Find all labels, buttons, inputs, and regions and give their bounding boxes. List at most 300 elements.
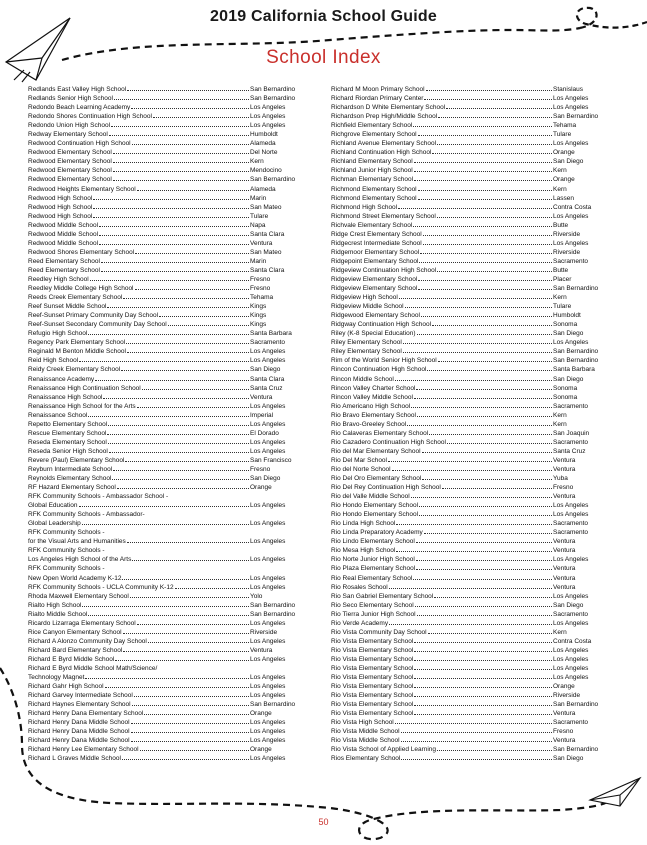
county-name: Sacramento xyxy=(553,257,589,265)
dot-leader xyxy=(411,407,552,408)
county-name: San Bernardino xyxy=(250,701,296,709)
dot-leader xyxy=(109,452,249,453)
school-name: Rio del Norte School xyxy=(331,465,391,473)
dot-leader xyxy=(137,407,249,408)
dot-leader xyxy=(418,135,552,136)
county-name: Kings xyxy=(250,321,267,329)
county-name: Santa Clara xyxy=(250,375,285,383)
index-entry xyxy=(28,655,302,664)
county-name: Stanislaus xyxy=(553,86,583,93)
index-entry xyxy=(331,293,605,302)
dot-leader xyxy=(416,569,552,570)
dot-leader xyxy=(414,180,552,181)
school-name: Rio Vista School of Applied Learning xyxy=(331,746,437,754)
index-entry xyxy=(331,745,605,754)
county-name: Tulare xyxy=(553,131,572,139)
index-entry xyxy=(28,230,302,239)
index-entry xyxy=(331,338,605,347)
county-name: San Francisco xyxy=(250,456,292,464)
county-name: Los Angeles xyxy=(553,674,589,682)
county-name: Los Angeles xyxy=(553,556,589,564)
dot-leader xyxy=(99,235,249,236)
dot-leader xyxy=(109,135,249,136)
dot-leader xyxy=(105,687,249,688)
county-name: Marin xyxy=(250,194,267,202)
index-entry xyxy=(28,610,302,619)
dot-leader xyxy=(437,750,552,751)
school-name: Renaissance School xyxy=(28,411,88,419)
index-entry xyxy=(28,474,302,483)
school-name: Riley (K-8 Special Education) xyxy=(331,330,416,338)
index-entry xyxy=(331,384,605,393)
school-name: Richard Gahr High School xyxy=(28,683,104,691)
index-entry xyxy=(28,718,302,727)
school-name: Redondo Shores Continuation High School xyxy=(28,113,152,121)
dot-leader xyxy=(127,90,249,91)
county-name: Mendocino xyxy=(250,167,282,175)
school-name: Los Angeles High School of the Arts xyxy=(28,556,132,564)
dot-leader xyxy=(396,524,552,525)
county-name: Los Angeles xyxy=(250,556,286,564)
school-name: Rio Bravo-Greeley School xyxy=(331,420,407,428)
index-entry xyxy=(331,94,605,103)
county-name: Ventura xyxy=(553,737,576,745)
school-name: Global Leadership xyxy=(28,520,81,528)
dot-leader xyxy=(420,253,552,254)
index-entry xyxy=(331,519,605,528)
school-name: RFK Community Schools - UCLA Community K-12 xyxy=(28,583,174,591)
dot-leader xyxy=(438,117,552,118)
school-name: Richland Continuation High School xyxy=(331,149,432,157)
dot-leader xyxy=(88,615,249,616)
index-entry xyxy=(331,221,605,230)
dot-leader xyxy=(79,361,249,362)
school-name: Riley Elementary School xyxy=(331,339,402,347)
index-entry xyxy=(331,347,605,356)
school-name: Repetto Elementary School xyxy=(28,420,108,428)
school-name: Reedley High School xyxy=(28,275,89,283)
county-name: San Bernardino xyxy=(553,701,599,709)
school-name: Redwood High School xyxy=(28,194,93,202)
school-name: Richman Elementary School xyxy=(331,176,414,184)
county-name: Kern xyxy=(553,167,567,175)
school-name: Rio Vista Elementary School xyxy=(331,701,414,709)
dot-leader xyxy=(392,470,552,471)
school-name: Riley Elementary School xyxy=(331,348,402,356)
dot-leader xyxy=(419,515,552,516)
dot-leader xyxy=(414,398,552,399)
index-entry xyxy=(331,646,605,655)
dot-leader xyxy=(115,660,249,661)
index-entry xyxy=(28,94,302,103)
index-entry xyxy=(331,601,605,610)
dot-leader xyxy=(134,696,249,697)
dot-leader xyxy=(93,199,249,200)
index-entry xyxy=(331,691,605,700)
school-name: Ridgway Continuation High School xyxy=(331,321,432,329)
dot-leader xyxy=(93,208,249,209)
county-name: Los Angeles xyxy=(250,538,286,546)
index-entry xyxy=(331,583,605,592)
index-entry xyxy=(28,745,302,754)
school-name: Reyburn Intermediate School xyxy=(28,465,113,473)
index-entry xyxy=(331,564,605,573)
school-name: Redwood Continuation High School xyxy=(28,140,131,148)
county-name: San Joaquin xyxy=(553,429,590,437)
school-name: Rio Hondo Elementary School xyxy=(331,511,419,519)
dot-leader xyxy=(401,741,552,742)
dot-leader xyxy=(416,389,552,390)
index-entry xyxy=(28,583,302,592)
school-name: Redlands East Valley High School xyxy=(28,86,127,93)
school-name: Renaissance High Continuation School xyxy=(28,384,141,392)
dot-leader xyxy=(419,262,552,263)
dot-leader xyxy=(113,171,249,172)
dot-leader xyxy=(401,732,552,733)
index-entry xyxy=(28,293,302,302)
school-name: Rio Linda Preparatory Academy xyxy=(331,529,423,537)
dot-leader xyxy=(418,199,552,200)
county-name: San Diego xyxy=(553,601,584,609)
school-name: Richard Bard Elementary School xyxy=(28,646,123,654)
dot-leader xyxy=(389,588,552,589)
county-name: Orange xyxy=(553,176,575,184)
dot-leader xyxy=(418,289,552,290)
dot-leader xyxy=(417,334,552,335)
index-entry xyxy=(331,148,605,157)
index-entry xyxy=(28,103,302,112)
dot-leader xyxy=(424,99,552,100)
dot-leader xyxy=(403,352,552,353)
index-entry xyxy=(28,402,302,411)
county-name: San Mateo xyxy=(250,203,282,211)
school-name: Rio San Gabriel Elementary School xyxy=(331,592,434,600)
dot-leader xyxy=(85,678,249,679)
dot-leader xyxy=(103,398,249,399)
county-name: Los Angeles xyxy=(553,511,589,519)
county-name: Los Angeles xyxy=(250,728,286,736)
index-entry xyxy=(28,112,302,121)
school-name: Ridge Crest Elementary School xyxy=(331,230,422,238)
index-entry xyxy=(28,483,302,492)
dot-leader xyxy=(79,506,249,507)
index-entry xyxy=(28,221,302,230)
county-name: San Diego xyxy=(553,755,584,763)
index-entry xyxy=(331,501,605,510)
dot-leader xyxy=(413,226,552,227)
school-name: Redwood Heights Elementary School xyxy=(28,185,136,193)
index-entry xyxy=(28,302,302,311)
index-entry xyxy=(331,411,605,420)
dot-leader xyxy=(414,696,552,697)
county-name: Yolo xyxy=(250,592,263,600)
index-entry xyxy=(28,501,302,510)
dot-leader xyxy=(437,144,552,145)
index-entry xyxy=(331,718,605,727)
school-name: Rio del Mar Elementary School xyxy=(331,447,421,455)
school-name: Redondo Union High School xyxy=(28,122,111,130)
school-name: Rio Vista High School xyxy=(331,719,394,727)
county-name: Ventura xyxy=(553,547,576,555)
school-name: Rincon Valley Middle School xyxy=(331,393,413,401)
county-name: Orange xyxy=(553,149,575,157)
index-entry xyxy=(28,555,302,564)
dot-leader xyxy=(422,452,552,453)
school-name: Reginald M Benton Middle School xyxy=(28,348,126,356)
county-name: Los Angeles xyxy=(553,592,589,600)
dot-leader xyxy=(429,434,552,435)
school-name: Redwood Middle School xyxy=(28,221,99,229)
school-name: Rescue Elementary School xyxy=(28,429,107,437)
dot-leader xyxy=(414,660,552,661)
school-name: Rice Canyon Elementary School xyxy=(28,628,122,636)
index-entry xyxy=(28,574,302,583)
dot-leader xyxy=(130,597,249,598)
school-name: Rio Lindo Elementary School xyxy=(331,538,415,546)
index-entry xyxy=(331,438,605,447)
index-entry xyxy=(331,510,605,519)
index-entry xyxy=(331,736,605,745)
dot-leader xyxy=(417,416,552,417)
county-name: San Bernardino xyxy=(553,746,599,754)
index-entry xyxy=(28,139,302,148)
index-entry xyxy=(331,673,605,682)
index-entry xyxy=(28,492,302,501)
county-name: Los Angeles xyxy=(250,719,286,727)
county-name: San Bernardino xyxy=(250,176,296,184)
index-entry xyxy=(331,112,605,121)
county-name: Butte xyxy=(553,221,569,229)
county-name: Riverside xyxy=(250,628,278,636)
dot-leader xyxy=(428,633,552,634)
county-name: Fresno xyxy=(250,275,271,283)
dot-leader xyxy=(418,280,552,281)
index-entry xyxy=(28,619,302,628)
county-name: Santa Cruz xyxy=(250,384,283,392)
dot-leader xyxy=(413,579,552,580)
dot-leader xyxy=(111,126,249,127)
index-entry xyxy=(331,420,605,429)
index-entry xyxy=(28,709,302,718)
index-entry xyxy=(28,673,302,682)
school-name: Redwood Elementary School xyxy=(28,158,112,166)
school-name: Rio Mesa High School xyxy=(331,547,396,555)
index-entry xyxy=(28,664,302,673)
county-name: Fresno xyxy=(250,285,271,293)
county-name: Los Angeles xyxy=(250,122,286,130)
index-entry xyxy=(331,375,605,384)
dot-leader xyxy=(414,171,552,172)
county-name: Santa Clara xyxy=(250,230,285,238)
index-entry xyxy=(331,393,605,402)
index-entry xyxy=(28,411,302,420)
school-name: Richland Avenue Elementary School xyxy=(331,140,437,148)
school-name: Rio Vista Community Day School xyxy=(331,628,427,636)
school-name: Richard Henry Dana Middle School xyxy=(28,719,130,727)
index-entry xyxy=(331,194,605,203)
county-name: Butte xyxy=(553,266,569,274)
school-name: RFK Community Schools - Ambassador School - xyxy=(28,493,169,501)
county-name: Sonoma xyxy=(553,321,578,329)
index-entry xyxy=(28,727,302,736)
dot-leader xyxy=(137,624,249,625)
county-name: Sonoma xyxy=(553,393,578,401)
school-name: Rio Norte Junior High School xyxy=(331,556,415,564)
index-entry xyxy=(331,546,605,555)
index-entry xyxy=(28,393,302,402)
county-name: Riverside xyxy=(553,692,581,700)
index-entry xyxy=(28,754,302,763)
school-name: Reedley Middle College High School xyxy=(28,285,134,293)
index-entry xyxy=(331,284,605,293)
index-entry xyxy=(28,637,302,646)
dot-leader xyxy=(403,343,552,344)
school-name: Rincon Continuation High School xyxy=(331,366,427,374)
dot-leader xyxy=(414,651,552,652)
county-name: Ventura xyxy=(250,646,273,654)
index-entry xyxy=(331,700,605,709)
county-name: Los Angeles xyxy=(250,583,286,591)
index-entry xyxy=(331,320,605,329)
school-name: Richard Henry Dana Middle School xyxy=(28,728,130,736)
school-name: Rio Vista Elementary School xyxy=(331,710,414,718)
paper-plane-bottom-icon xyxy=(590,778,640,806)
section-title: School Index xyxy=(266,47,381,68)
school-name: Reseda Senior High School xyxy=(28,447,108,455)
index-entry xyxy=(331,682,605,691)
dot-leader xyxy=(88,334,249,335)
index-entry xyxy=(331,537,605,546)
school-name: Redondo Beach Learning Academy xyxy=(28,104,131,112)
index-entry xyxy=(331,356,605,365)
school-name: Rio Seco Elementary School xyxy=(331,601,414,609)
dot-leader xyxy=(131,741,249,742)
school-name: Richland Junior High School xyxy=(331,167,413,175)
county-name: San Diego xyxy=(553,158,584,166)
dot-leader xyxy=(423,235,552,236)
index-entry xyxy=(28,465,302,474)
index-entry xyxy=(331,166,605,175)
dot-leader xyxy=(122,579,249,580)
county-name: Kern xyxy=(553,411,567,419)
school-name: Rialto Middle School xyxy=(28,610,88,618)
index-entry xyxy=(331,628,605,637)
school-name: Redwood Elementary School xyxy=(28,149,112,157)
school-name: Redwood Middle School xyxy=(28,239,99,247)
index-entry xyxy=(331,474,605,483)
dot-leader xyxy=(415,606,552,607)
county-name: Kern xyxy=(553,420,567,428)
index-entry xyxy=(28,284,302,293)
dot-leader xyxy=(140,750,249,751)
dot-leader xyxy=(414,678,552,679)
dot-leader xyxy=(416,542,552,543)
county-name: Los Angeles xyxy=(250,655,286,663)
county-name: Los Angeles xyxy=(250,755,286,763)
index-entry xyxy=(28,185,302,194)
school-name: RFK Community Schools - Ambassador- xyxy=(28,511,145,519)
dot-leader xyxy=(148,642,249,643)
school-name: Richgrove Elementary School xyxy=(331,131,417,139)
school-name: Rio Vista Elementary School xyxy=(331,674,414,682)
school-name: Rincon Middle School xyxy=(331,375,394,383)
county-name: Riverside xyxy=(553,248,581,256)
index-entry xyxy=(28,601,302,610)
dot-leader xyxy=(414,687,552,688)
county-name: Del Norte xyxy=(250,149,278,157)
county-name: Alameda xyxy=(250,185,276,193)
left-index-column xyxy=(28,85,302,764)
county-name: Los Angeles xyxy=(250,113,286,121)
dot-leader xyxy=(112,479,249,480)
county-name: Ventura xyxy=(553,538,576,546)
county-name: San Mateo xyxy=(250,248,282,256)
school-name: Reeds Creek Elementary School xyxy=(28,294,123,302)
school-name: Ridgeview Middle School xyxy=(331,303,404,311)
school-name: Rio Del Mar School xyxy=(331,456,387,464)
index-entry xyxy=(28,329,302,338)
school-name: Rincon Valley Charter School xyxy=(331,384,416,392)
dot-leader xyxy=(417,615,552,616)
school-name: Rio Americano High School xyxy=(331,402,411,410)
school-name: Richvale Elementary School xyxy=(331,221,413,229)
county-name: Los Angeles xyxy=(250,420,286,428)
index-entry xyxy=(331,85,605,94)
dot-leader xyxy=(101,262,249,263)
county-name: Los Angeles xyxy=(250,348,286,356)
dot-leader xyxy=(426,90,552,91)
school-name: Redwood Elementary School xyxy=(28,176,112,184)
county-name: Fresno xyxy=(553,484,574,492)
index-entry xyxy=(28,338,302,347)
county-name: San Diego xyxy=(250,366,281,374)
county-name: Contra Costa xyxy=(553,203,592,211)
index-entry xyxy=(28,356,302,365)
school-name: Revere (Paul) Elementary School xyxy=(28,456,125,464)
dot-leader xyxy=(93,217,249,218)
school-name: Richfield Elementary School xyxy=(331,122,413,130)
dot-leader xyxy=(411,497,552,498)
index-entry xyxy=(331,230,605,239)
dot-leader xyxy=(113,470,249,471)
school-name: Richard L Graves Middle School xyxy=(28,755,121,763)
dot-leader xyxy=(99,226,249,227)
county-name: Sacramento xyxy=(553,529,589,537)
school-name: Reseda Elementary School xyxy=(28,438,107,446)
county-name: Fresno xyxy=(553,728,574,736)
index-entry xyxy=(28,311,302,320)
dot-leader xyxy=(95,380,249,381)
dot-leader xyxy=(117,488,249,489)
index-entry xyxy=(331,528,605,537)
county-name: Los Angeles xyxy=(250,637,286,645)
county-name: Imperial xyxy=(250,411,274,419)
index-entry xyxy=(28,212,302,221)
county-name: Los Angeles xyxy=(250,104,286,112)
county-name: Ventura xyxy=(553,710,576,718)
dot-leader xyxy=(159,316,249,317)
index-entry xyxy=(331,483,605,492)
county-name: Ventura xyxy=(553,493,576,501)
dot-leader xyxy=(125,461,249,462)
school-name: Renaissance Academy xyxy=(28,375,95,383)
school-name: Refugio High School xyxy=(28,330,88,338)
school-name: Ridgeview Elementary School xyxy=(331,275,418,283)
index-entry xyxy=(28,646,302,655)
dot-leader xyxy=(446,108,552,109)
county-name: Orange xyxy=(250,746,272,754)
county-name: Tehama xyxy=(553,122,577,130)
